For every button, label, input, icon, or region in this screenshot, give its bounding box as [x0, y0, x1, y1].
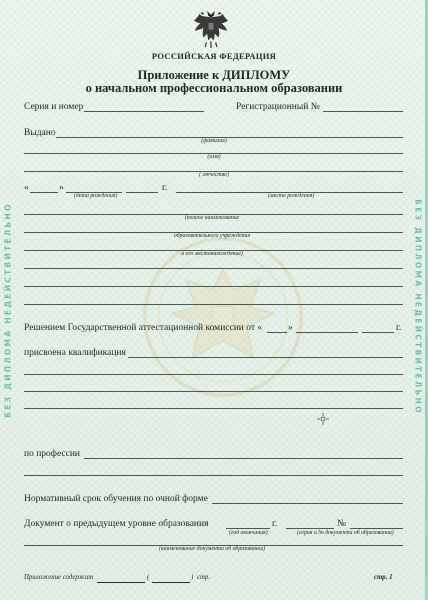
side-warning-right: БЕЗ ДИПЛОМА НЕДЕЙСТВИТЕЛЬНО — [413, 199, 423, 415]
series-number-label: Серия и номер — [24, 102, 84, 112]
institution-line-6[interactable] — [24, 304, 403, 305]
institution-line-4[interactable] — [24, 268, 403, 269]
footer-paren-open: ( — [147, 574, 150, 581]
prev-doc-label: Документ о предыдущем уровне образования — [24, 519, 209, 529]
birth-day-open-quote: « — [24, 183, 29, 193]
study-term-field[interactable] — [212, 503, 403, 504]
series-number-field[interactable] — [84, 111, 204, 112]
registration-number-field[interactable] — [323, 111, 403, 112]
commission-year-field[interactable] — [362, 332, 394, 333]
issued-label: Выдано — [24, 128, 56, 138]
prev-doc-number-field[interactable] — [350, 528, 403, 529]
page-number: стр. 1 — [374, 574, 393, 581]
profession-label: по профессии — [24, 449, 81, 459]
crosshair-cursor-icon — [317, 413, 329, 425]
footer-paren-close: ) — [191, 574, 194, 581]
commission-day-field[interactable] — [267, 332, 287, 333]
registration-label: Регистрационный № — [236, 102, 320, 112]
birth-day-close-quote: » — [59, 183, 64, 193]
institution-hint-2: образовательного учреждения — [173, 233, 251, 239]
commission-year-suffix: г. — [396, 323, 402, 333]
prev-doc-series-field[interactable] — [286, 528, 334, 529]
birth-date-hint: (дата рождения) — [74, 193, 118, 199]
surname-field[interactable] — [56, 137, 403, 138]
prev-doc-name-hint: (наименование документа об образовании) — [158, 546, 266, 552]
commission-month-field[interactable] — [296, 332, 358, 333]
institution-hint-1: (полное наименование — [184, 215, 240, 221]
qualification-field[interactable] — [128, 357, 403, 358]
qualification-line-2[interactable] — [24, 374, 403, 375]
qualification-line-4[interactable] — [24, 408, 403, 409]
birth-year-suffix: г. — [162, 183, 168, 193]
prev-doc-year-field[interactable] — [226, 528, 270, 529]
prev-doc-series-hint: (серия и № документа об образовании) — [297, 530, 394, 536]
double-headed-eagle-icon — [192, 8, 230, 50]
side-warning-left: БЕЗ ДИПЛОМА НЕДЕЙСТВИТЕЛЬНО — [3, 202, 13, 418]
document-title: Приложение к ДИПЛОМУ — [137, 68, 291, 82]
profession-field[interactable] — [84, 458, 403, 459]
footer-pages-words-field[interactable] — [152, 582, 190, 583]
surname-hint: (фамилия) — [201, 138, 227, 144]
commission-label: Решением Государственной аттестационной комиссии от « — [24, 323, 263, 333]
name-hint: (имя) — [207, 154, 221, 160]
footer-pages-count-field[interactable] — [97, 582, 145, 583]
prev-doc-number-sign: № — [337, 519, 347, 529]
qualification-label: присвоена квалификация — [24, 348, 126, 358]
patronymic-hint: ( отчество) — [199, 172, 229, 178]
prev-doc-year-suffix: г. — [272, 519, 278, 529]
institution-line-5[interactable] — [24, 286, 403, 287]
birth-place-hint: (место рождения) — [268, 193, 315, 199]
birth-year-field[interactable] — [126, 192, 158, 193]
eagle-watermark-icon — [138, 232, 308, 402]
country-name: РОССИЙСКАЯ ФЕДЕРАЦИЯ — [151, 51, 277, 61]
birth-day-field[interactable] — [30, 192, 58, 193]
footer-pages-word: стр. — [197, 574, 211, 581]
institution-hint-3: и его местонахождение) — [181, 251, 243, 257]
document-subtitle: о начальном профессиональном образовании — [85, 81, 343, 95]
qualification-line-3[interactable] — [24, 391, 403, 392]
study-term-label: Нормативный срок обучения по очной форме — [24, 494, 208, 504]
commission-close-quote: » — [288, 323, 293, 333]
footer-contains-label: Приложение содержит — [24, 574, 94, 581]
profession-line-2[interactable] — [24, 475, 403, 476]
prev-doc-end-hint: (год окончания) — [229, 530, 268, 536]
